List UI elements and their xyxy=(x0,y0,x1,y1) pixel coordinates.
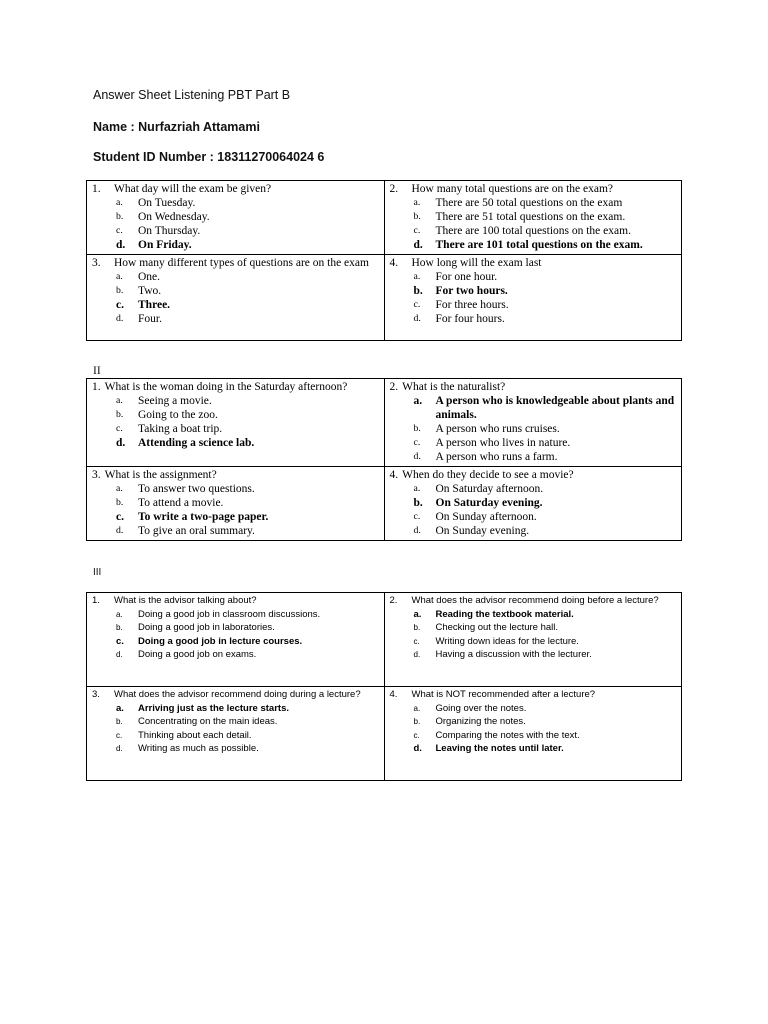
question xyxy=(92,380,380,394)
answer-option xyxy=(92,496,380,510)
option-letter: c. xyxy=(413,511,421,522)
answer-option-selected xyxy=(390,394,678,422)
question xyxy=(92,182,380,196)
answer-option xyxy=(390,422,678,436)
option-text: One. xyxy=(138,271,161,283)
answer-option xyxy=(92,210,380,224)
answer-option xyxy=(390,715,678,729)
option-letter: c. xyxy=(413,437,421,448)
option-text: Reading the textbook material. xyxy=(435,608,574,620)
answer-option xyxy=(92,422,380,436)
option-letter: a. xyxy=(116,609,123,619)
answer-option xyxy=(390,482,678,496)
option-letter: d. xyxy=(116,650,123,659)
answer-option xyxy=(92,742,380,756)
option-letter: c. xyxy=(413,299,421,310)
option-letter: b. xyxy=(116,717,123,726)
option-letter: c. xyxy=(116,225,123,236)
answer-option xyxy=(390,312,678,326)
option-text: On Wednesday. xyxy=(138,211,210,223)
answer-option xyxy=(390,648,678,662)
option-text: On Tuesday. xyxy=(138,197,196,209)
option-text: A person who is knowledgeable about plants and animals. xyxy=(435,395,675,421)
question-text: What is NOT recommended after a lecture? xyxy=(411,689,596,700)
section-1-table xyxy=(86,180,682,341)
option-text: Doing a good job on exams. xyxy=(138,649,257,660)
option-letter: b. xyxy=(116,497,124,508)
option-text: There are 100 total questions on the exam. xyxy=(435,225,631,237)
option-text: Concentrating on the main ideas. xyxy=(138,716,278,727)
option-letter: d. xyxy=(116,525,124,536)
option-letter: a. xyxy=(116,395,123,406)
option-text: Four. xyxy=(138,313,162,325)
document-title: Answer Sheet Listening PBT Part B xyxy=(93,88,291,102)
question-number: 2. xyxy=(389,595,398,606)
answer-option xyxy=(390,450,678,464)
question-text: What does the advisor recommend doing during a lecture? xyxy=(114,689,361,700)
answer-option xyxy=(390,702,678,716)
student-name: Name : Nurfazriah Attamami xyxy=(93,120,260,134)
answer-option xyxy=(390,524,678,538)
option-text: Doing a good job in lecture courses. xyxy=(138,635,303,647)
answer-option xyxy=(92,394,380,408)
question-number: 2. xyxy=(389,381,399,393)
student-id: Student ID Number : 18311270064024 6 xyxy=(93,150,325,164)
option-letter: c. xyxy=(116,511,124,523)
answer-option xyxy=(390,210,678,224)
option-letter: a. xyxy=(413,608,422,620)
option-letter: a. xyxy=(413,271,421,282)
question-number: 3. xyxy=(92,689,100,700)
answer-option xyxy=(390,510,678,524)
option-text: To answer two questions. xyxy=(138,483,255,495)
answer-option xyxy=(390,196,678,210)
answer-option xyxy=(390,270,678,284)
question-cell xyxy=(87,181,385,255)
option-letter: d. xyxy=(116,744,123,753)
option-text: For two hours. xyxy=(435,285,508,297)
option-letter: a. xyxy=(116,702,124,714)
question-cell xyxy=(87,687,385,781)
option-text: For three hours. xyxy=(435,299,509,311)
option-text: Writing as much as possible. xyxy=(138,743,259,754)
option-letter: b. xyxy=(413,211,421,222)
option-letter: d. xyxy=(116,437,126,449)
option-text: Two. xyxy=(138,285,162,297)
question-text: What day will the exam be given? xyxy=(114,183,272,195)
option-letter: c. xyxy=(413,225,421,236)
option-letter: a. xyxy=(116,271,123,282)
question xyxy=(390,380,678,394)
option-letter: b. xyxy=(413,423,421,434)
answer-option xyxy=(92,524,380,538)
option-text: Writing down ideas for the lecture. xyxy=(435,635,579,647)
option-letter: c. xyxy=(116,635,124,647)
option-text: Leaving the notes until later. xyxy=(435,743,564,754)
option-letter: a. xyxy=(413,483,421,494)
question-cell xyxy=(384,593,682,687)
answer-option xyxy=(390,621,678,635)
answer-option-selected xyxy=(390,742,678,756)
option-text: A person who lives in nature. xyxy=(435,437,571,449)
answer-option xyxy=(92,270,380,284)
option-text: A person who runs a farm. xyxy=(435,451,558,463)
option-text: For one hour. xyxy=(435,271,498,283)
answer-option xyxy=(92,729,380,743)
option-text: Arriving just as the lecture starts. xyxy=(138,702,289,714)
question-number: 3. xyxy=(92,257,101,269)
question-text: How many different types of questions are on the exam xyxy=(114,257,369,269)
answer-option xyxy=(390,224,678,238)
question-number: 4. xyxy=(389,257,399,269)
question-number: 1. xyxy=(92,381,101,393)
answer-option xyxy=(390,635,678,649)
question xyxy=(390,594,678,608)
question-number: 4. xyxy=(389,469,399,481)
option-text: Going to the zoo. xyxy=(138,409,218,421)
option-text: Organizing the notes. xyxy=(435,716,526,727)
question xyxy=(390,468,678,482)
answer-option xyxy=(390,436,678,450)
option-letter: a. xyxy=(413,703,421,713)
question-row xyxy=(87,467,682,541)
question-cell xyxy=(384,379,682,467)
question-text: How many total questions are on the exam? xyxy=(411,183,614,195)
option-letter: b. xyxy=(116,285,124,296)
answer-option-selected xyxy=(92,298,380,312)
answer-option xyxy=(92,482,380,496)
option-letter: b. xyxy=(413,285,423,297)
option-text: There are 101 total questions on the exam. xyxy=(435,239,643,251)
option-letter: b. xyxy=(413,717,421,726)
question-number: 2. xyxy=(389,183,399,195)
question-cell xyxy=(87,379,385,467)
question xyxy=(390,256,678,270)
option-text: Going over the notes. xyxy=(435,702,527,714)
question-row xyxy=(87,687,682,781)
answer-option-selected xyxy=(92,635,380,649)
answer-option-selected xyxy=(92,702,380,716)
option-text: To write a two-page paper. xyxy=(138,511,269,523)
option-text: For four hours. xyxy=(435,313,505,325)
question-cell xyxy=(384,255,682,341)
option-text: There are 51 total questions on the exam. xyxy=(435,211,626,223)
answer-option-selected xyxy=(390,496,678,510)
option-text: Doing a good job in laboratories. xyxy=(138,622,275,633)
answer-option-selected xyxy=(92,238,380,252)
option-letter: a. xyxy=(116,197,123,208)
question-text: What is the woman doing in the Saturday afternoon? xyxy=(104,381,348,393)
question-row xyxy=(87,593,682,687)
option-text: On Thursday. xyxy=(138,225,201,237)
option-letter: b. xyxy=(116,623,123,632)
question xyxy=(92,256,380,270)
option-text: Having a discussion with the lecturer. xyxy=(435,649,592,660)
answer-option xyxy=(92,715,380,729)
option-text: To give an oral summary. xyxy=(138,525,255,537)
answer-option xyxy=(390,298,678,312)
answer-option xyxy=(92,196,380,210)
question-text: How long will the exam last xyxy=(411,257,542,269)
question xyxy=(92,688,380,702)
option-letter: b. xyxy=(116,409,124,420)
question-cell xyxy=(384,467,682,541)
question-number: 4. xyxy=(389,689,398,700)
option-text: Taking a boat trip. xyxy=(138,423,223,435)
option-text: On Friday. xyxy=(138,239,192,251)
option-text: Thinking about each detail. xyxy=(138,729,252,741)
option-text: On Sunday afternoon. xyxy=(435,511,537,523)
question-cell xyxy=(384,687,682,781)
option-letter: d. xyxy=(413,451,421,462)
answer-option-selected xyxy=(390,284,678,298)
option-text: On Saturday evening. xyxy=(435,497,543,509)
option-letter: d. xyxy=(413,743,422,754)
option-letter: c. xyxy=(116,299,124,311)
section-2-label: II xyxy=(93,365,101,377)
answer-option-selected xyxy=(92,436,380,450)
question xyxy=(92,468,380,482)
option-letter: c. xyxy=(116,730,123,740)
question-cell xyxy=(87,255,385,341)
question-row xyxy=(87,255,682,341)
question-cell xyxy=(384,181,682,255)
answer-option xyxy=(92,621,380,635)
option-letter: d. xyxy=(413,525,421,536)
section-2-table xyxy=(86,378,682,541)
question-text: What is the assignment? xyxy=(104,469,217,481)
question-text: When do they decide to see a movie? xyxy=(402,469,574,481)
option-letter: c. xyxy=(116,423,123,434)
option-text: Attending a science lab. xyxy=(138,437,255,449)
option-letter: d. xyxy=(413,313,421,324)
question-number: 1. xyxy=(92,183,101,195)
section-3-table xyxy=(86,592,682,781)
question-text: What is the naturalist? xyxy=(402,381,506,393)
option-text: Seeing a movie. xyxy=(138,395,212,407)
answer-option xyxy=(390,729,678,743)
option-text: To attend a movie. xyxy=(138,497,224,509)
question xyxy=(92,594,380,608)
option-text: On Saturday afternoon. xyxy=(435,483,544,495)
option-text: Doing a good job in classroom discussions. xyxy=(138,608,321,620)
answer-option xyxy=(92,408,380,422)
question xyxy=(390,182,678,196)
option-text: A person who runs cruises. xyxy=(435,423,560,435)
answer-option xyxy=(92,312,380,326)
option-text: There are 50 total questions on the exam xyxy=(435,197,623,209)
option-letter: d. xyxy=(116,239,126,251)
option-letter: a. xyxy=(116,483,123,494)
option-letter: a. xyxy=(413,197,421,208)
question-text: What is the advisor talking about? xyxy=(114,595,257,606)
option-letter: b. xyxy=(116,211,124,222)
option-text: Checking out the lecture hall. xyxy=(435,622,559,633)
answer-option xyxy=(92,284,380,298)
answer-option-selected xyxy=(390,238,678,252)
option-letter: d. xyxy=(413,239,423,251)
option-letter: a. xyxy=(413,395,423,407)
option-letter: d. xyxy=(413,650,421,659)
answer-option-selected xyxy=(390,608,678,622)
question-row xyxy=(87,181,682,255)
question-cell xyxy=(87,593,385,687)
answer-option xyxy=(92,648,380,662)
question xyxy=(390,688,678,702)
question-number: 3. xyxy=(92,469,101,481)
answer-option xyxy=(92,608,380,622)
answer-option-selected xyxy=(92,510,380,524)
question-row xyxy=(87,379,682,467)
question-text: What does the advisor recommend doing before a lecture? xyxy=(411,595,659,606)
option-letter: c. xyxy=(413,636,420,646)
question-number: 1. xyxy=(92,595,100,606)
option-text: Comparing the notes with the text. xyxy=(435,729,580,741)
option-letter: b. xyxy=(413,623,421,632)
option-text: On Sunday evening. xyxy=(435,525,530,537)
answer-option xyxy=(92,224,380,238)
option-letter: d. xyxy=(116,313,124,324)
option-text: Three. xyxy=(138,299,171,311)
question-cell xyxy=(87,467,385,541)
section-3-label: III xyxy=(93,567,102,578)
option-letter: b. xyxy=(413,497,423,509)
option-letter: c. xyxy=(413,730,420,740)
